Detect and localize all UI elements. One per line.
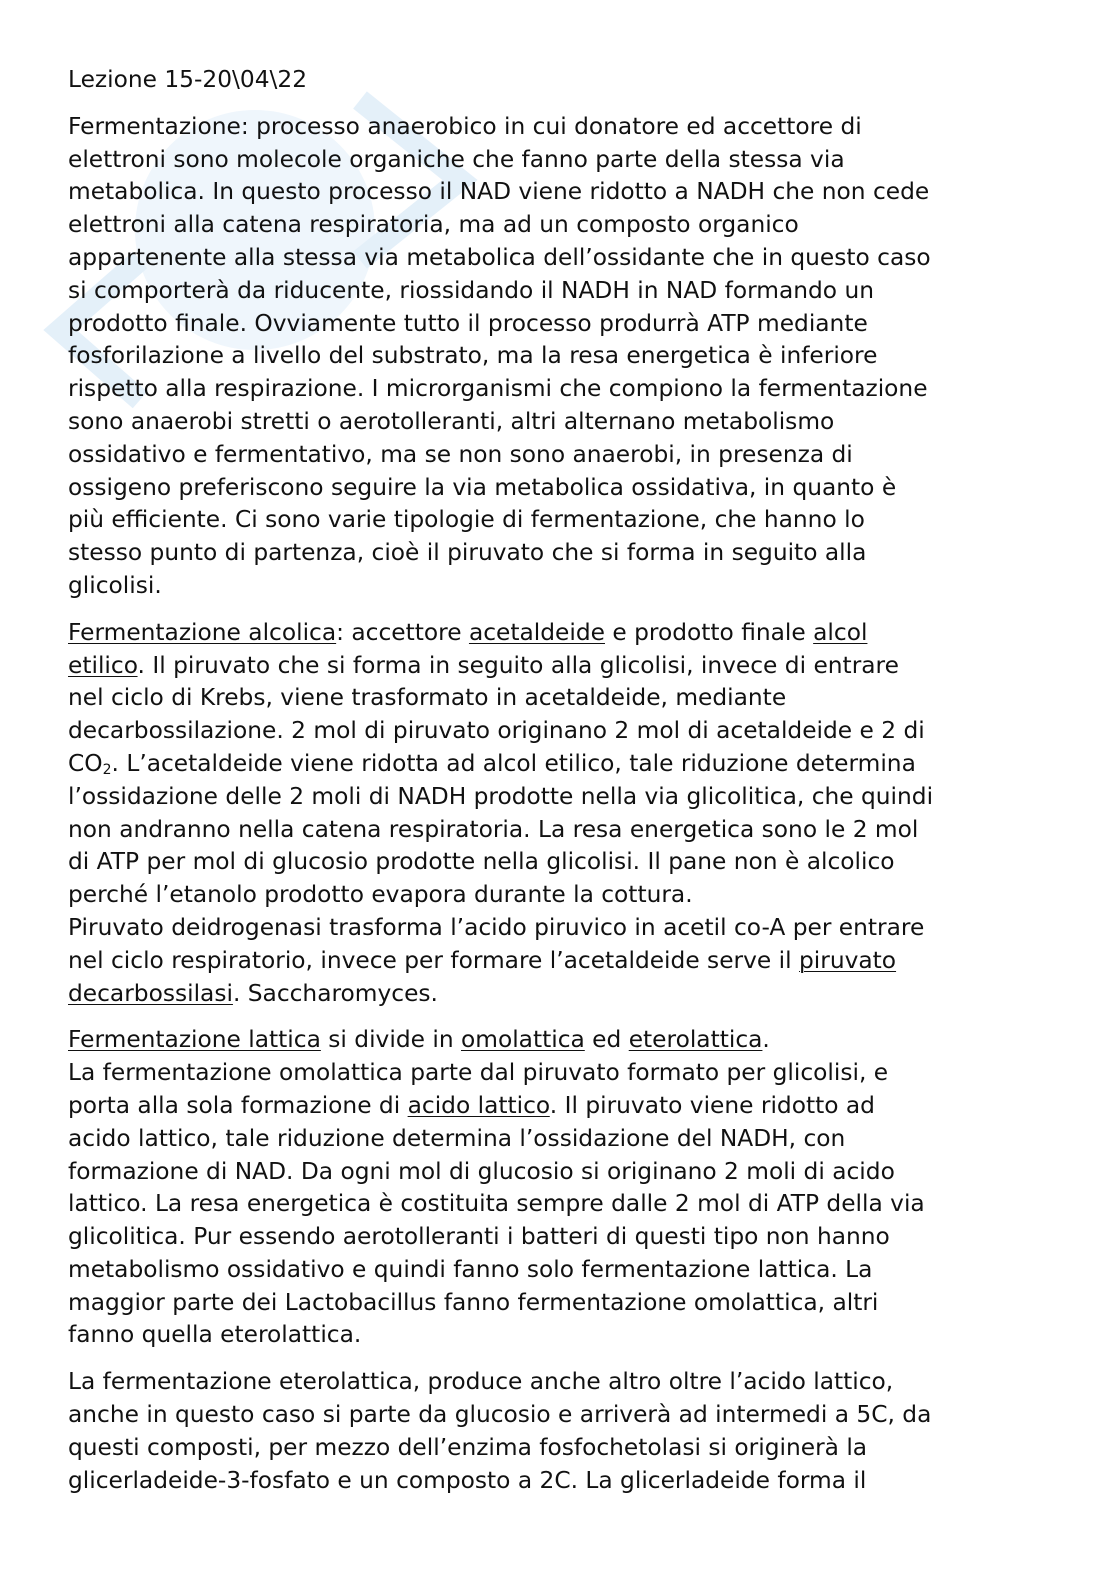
underlined-term: piruvato <box>799 946 897 974</box>
paragraph-fermentazione-eterolattica <box>68 1366 1048 1497</box>
text-line: La fermentazione omolattica parte dal piruvato formato per glicolisi, e <box>68 1059 889 1087</box>
text-run: . Il piruvato che si forma in seguito alla glicolisi, invece di entrare <box>137 651 899 679</box>
text-line: fanno quella eterolattica. <box>68 1321 362 1349</box>
text-line: La fermentazione eterolattica, produce anche altro oltre l’acido lattico, <box>68 1368 894 1396</box>
text-line: elettroni alla catena respiratoria, ma ad un composto organico <box>68 211 799 239</box>
text-line: perché l’etanolo prodotto evapora durante la cottura. <box>68 881 693 909</box>
text-run: porta alla sola formazione di <box>68 1091 408 1119</box>
text-line: decarbossilazione. 2 mol di piruvato originano 2 mol di acetaldeide e 2 di <box>68 717 925 745</box>
paragraph-fermentazione-lattica <box>68 1024 1048 1352</box>
text-line: lattico. La resa energetica è costituita sempre dalle 2 mol di ATP della via <box>68 1190 925 1218</box>
text-line: anche in questo caso si parte da glucosio e arriverà ad intermedi a 5C, da <box>68 1401 932 1429</box>
text-line: l’ossidazione delle 2 moli di NADH prodotte nella via glicolitica, che quindi <box>68 782 934 810</box>
text-line: ossidativo e fermentativo, ma se non sono anaerobi, in presenza di <box>68 440 853 468</box>
text-line: appartenente alla stessa via metabolica dell’ossidante che in questo caso <box>68 243 931 271</box>
text-line: non andranno nella catena respiratoria. La resa energetica sono le 2 mol <box>68 815 919 843</box>
underlined-term: decarbossilasi <box>68 979 233 1007</box>
text-line: glicolitica. Pur essendo aerotolleranti i batteri di questi tipo non hanno <box>68 1223 890 1251</box>
text-line: di ATP per mol di glucosio prodotte nella glicolisi. Il pane non è alcolico <box>68 848 895 876</box>
document-body <box>68 64 1048 1497</box>
underlined-term: Fermentazione lattica <box>68 1026 321 1054</box>
lesson-heading: Lezione 15-20\04\22 <box>68 66 308 93</box>
text-line <box>68 748 1048 781</box>
underlined-term: omolattica <box>461 1026 585 1054</box>
text-line <box>68 1090 1048 1123</box>
text-run: CO <box>68 749 103 777</box>
text-run: nel ciclo respiratorio, invece per formare l’acetaldeide serve il <box>68 946 799 974</box>
text-run: : accettore <box>336 618 469 646</box>
text-run: . Il piruvato viene ridotto ad <box>549 1091 875 1119</box>
underlined-term: acetaldeide <box>468 618 605 646</box>
text-line: formazione di NAD. Da ogni mol di glucosio si originano 2 moli di acido <box>68 1157 895 1185</box>
text-line: glicolisi. <box>68 571 162 599</box>
text-run: . L’acetaldeide viene ridotta ad alcol etilico, tale riduzione determina <box>111 749 916 777</box>
text-run: si divide in <box>320 1026 461 1054</box>
text-line: ossigeno preferiscono seguire la via metabolica ossidativa, in quanto è <box>68 473 897 501</box>
text-line <box>68 978 1048 1011</box>
text-line: glicerladeide-3-fosfato e un composto a 2C. La glicerladeide forma il <box>68 1466 867 1494</box>
text-line: stesso punto di partenza, cioè il piruvato che si forma in seguito alla <box>68 539 867 567</box>
subscript: 2 <box>102 761 112 778</box>
underlined-term: etilico <box>68 651 138 679</box>
text-line: nel ciclo di Krebs, viene trasformato in acetaldeide, mediante <box>68 684 787 712</box>
text-line: maggior parte dei Lactobacillus fanno fermentazione omolattica, altri <box>68 1288 879 1316</box>
text-line: sono anaerobi stretti o aerotolleranti, altri alternano metabolismo <box>68 407 835 435</box>
text-line <box>68 945 1048 978</box>
text-line: Piruvato deidrogenasi trasforma l’acido piruvico in acetil co-A per entrare <box>68 913 925 941</box>
text-line: Fermentazione: processo anaerobico in cui donatore ed accettore di <box>68 112 862 140</box>
text-line: questi composti, per mezzo dell’enzima fosfochetolasi si originerà la <box>68 1433 868 1461</box>
text-line: acido lattico, tale riduzione determina l’ossidazione del NADH, con <box>68 1124 846 1152</box>
text-line <box>68 650 1048 683</box>
text-line <box>68 1024 1048 1057</box>
underlined-term: alcol <box>813 618 868 646</box>
text-run: e prodotto finale <box>604 618 814 646</box>
text-line: rispetto alla respirazione. I microrganismi che compiono la fermentazione <box>68 375 928 403</box>
underlined-term: acido lattico <box>407 1091 550 1119</box>
text-line: più efficiente. Ci sono varie tipologie di fermentazione, che hanno lo <box>68 506 865 534</box>
text-line: metabolica. In questo processo il NAD viene ridotto a NADH che non cede <box>68 178 930 206</box>
paragraph-fermentazione-alcolica <box>68 617 1048 1011</box>
text-line: metabolismo ossidativo e quindi fanno solo fermentazione lattica. La <box>68 1255 873 1283</box>
text-line <box>68 617 1048 650</box>
text-line: fosforilazione a livello del substrato, ma la resa energetica è inferiore <box>68 342 878 370</box>
text-line: prodotto finale. Ovviamente tutto il processo produrrà ATP mediante <box>68 309 868 337</box>
text-run: . <box>762 1026 770 1054</box>
paragraph-fermentazione-intro <box>68 111 1048 603</box>
underlined-term: Fermentazione alcolica <box>68 618 337 646</box>
underlined-term: eterolattica <box>628 1026 763 1054</box>
text-run: . Saccharomyces. <box>232 979 438 1007</box>
text-run: ed <box>584 1026 629 1054</box>
text-line: elettroni sono molecole organiche che fanno parte della stessa via <box>68 145 845 173</box>
text-line: si comporterà da riducente, riossidando il NADH in NAD formando un <box>68 276 874 304</box>
